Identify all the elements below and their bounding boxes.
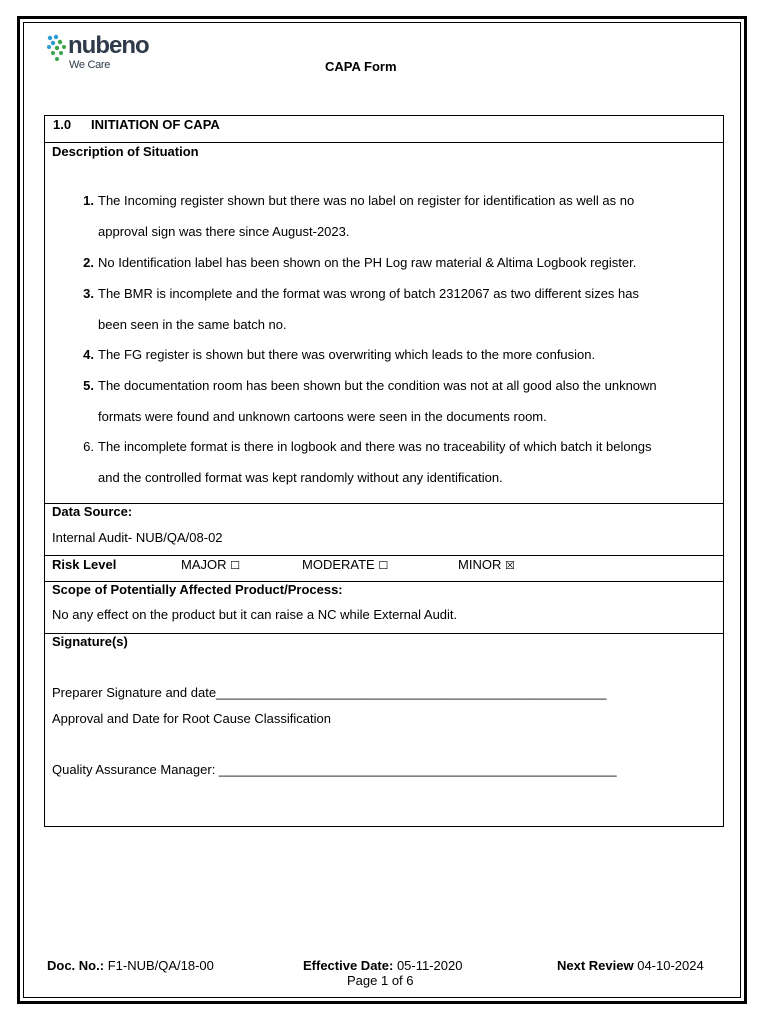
effective-date-value: 05-11-2020	[396, 958, 463, 973]
list-item-number: 3.	[83, 286, 94, 301]
list-item	[83, 185, 718, 247]
list-item	[83, 431, 718, 493]
form-title: CAPA Form	[325, 59, 397, 74]
list-item-number: 6.	[83, 439, 94, 454]
list-item-text: The Incoming register shown but there was no label on register for identification as well as no	[98, 193, 635, 208]
list-item	[83, 370, 718, 432]
doc-no-label: Doc. No.:	[47, 958, 105, 973]
qa-manager-signature-field: Quality Assurance Manager: _______________________________________________________	[52, 762, 617, 777]
doc-no-value: F1-NUB/QA/18-00	[107, 958, 214, 973]
list-item-text: The BMR is incomplete and the format was wrong of batch 2312067 as two different sizes has	[98, 286, 639, 301]
risk-moderate-label: MODERATE	[302, 557, 375, 572]
signatures-row	[45, 633, 723, 826]
next-review-value: 04-10-2024	[637, 958, 704, 973]
scope-row	[45, 581, 723, 633]
logo-tagline: We Care	[69, 59, 111, 71]
preparer-signature-field: Preparer Signature and date______________________________________________________	[52, 685, 607, 700]
risk-level-row	[45, 555, 723, 581]
capa-table	[44, 115, 724, 827]
description-label: Description of Situation	[52, 144, 199, 159]
signatures-label: Signature(s)	[52, 634, 128, 649]
list-item-text-cont: been seen in the same batch no.	[98, 317, 287, 332]
scope-value: No any effect on the product but it can raise a NC while External Audit.	[52, 607, 458, 622]
risk-minor-checkbox[interactable]: ☒	[504, 560, 515, 572]
list-item	[83, 339, 718, 370]
logo-dots-icon	[46, 34, 68, 64]
risk-major	[181, 557, 240, 572]
list-item-number: 2.	[83, 255, 94, 270]
risk-major-checkbox[interactable]: ☐	[230, 560, 240, 572]
scope-label: Scope of Potentially Affected Product/Process:	[52, 582, 343, 597]
logo-wordmark: nubeno	[68, 32, 149, 59]
list-item-number: 4.	[83, 347, 94, 362]
list-item-text: No Identification label has been shown on the PH Log raw material & Altima Logbook register.	[98, 255, 637, 270]
risk-minor-label: MINOR	[458, 557, 502, 572]
list-item-text: The incomplete format is there in logbook and there was no traceability of which batch it belongs	[98, 439, 652, 454]
risk-minor	[458, 557, 515, 572]
list-item-text: The documentation room has been shown but the condition was not at all good also the unknown	[98, 378, 657, 393]
list-item-text: The FG register is shown but there was overwriting which leads to the more confusion.	[98, 347, 596, 362]
list-item	[83, 247, 718, 278]
list-item-number: 1.	[83, 193, 94, 208]
approval-label: Approval and Date for Root Cause Classification	[52, 711, 331, 726]
page-number: Page 1 of 6	[347, 973, 414, 988]
footer-doc-no	[47, 958, 214, 973]
list-item-text-cont: formats were found and unknown cartoons were seen in the documents room.	[98, 409, 547, 424]
effective-date-label: Effective Date:	[303, 958, 394, 973]
risk-moderate-checkbox[interactable]: ☐	[378, 560, 389, 572]
risk-moderate	[302, 557, 388, 572]
list-item	[83, 278, 718, 340]
company-logo	[46, 32, 156, 76]
risk-level-label: Risk Level	[52, 557, 117, 572]
data-source-value: Internal Audit- NUB/QA/08-02	[52, 530, 223, 545]
section-number: 1.0	[53, 117, 72, 132]
section-title: INITIATION OF CAPA	[91, 117, 220, 132]
section-header-row	[45, 116, 723, 142]
data-source-row	[45, 503, 723, 555]
list-item-number: 5.	[83, 378, 94, 393]
list-item-text-cont: approval sign was there since August-2023.	[98, 224, 350, 239]
data-source-label: Data Source:	[52, 504, 133, 519]
next-review-label: Next Review	[557, 958, 634, 973]
footer-effective-date	[303, 958, 462, 973]
risk-major-label: MAJOR	[181, 557, 227, 572]
description-row	[45, 142, 723, 503]
list-item-text-cont: and the controlled format was kept randomly without any identification.	[98, 470, 503, 485]
footer-next-review	[557, 958, 704, 973]
